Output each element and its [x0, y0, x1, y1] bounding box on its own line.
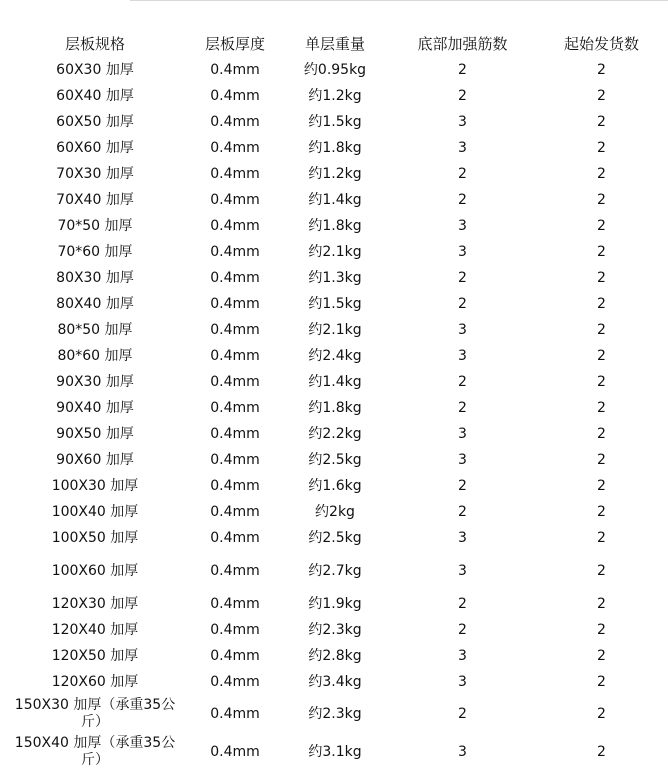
cell-spec	[0, 669, 190, 695]
cell-min-order-text: 2	[597, 621, 606, 638]
cell-weight-text: 约1.9kg	[308, 595, 362, 612]
header-spec: 层板规格	[64, 34, 125, 53]
cell-spec-text: 150X30 加厚（承重35公斤）	[14, 697, 176, 730]
cell-ribs-text: 3	[458, 647, 467, 664]
cell-spec-text: 100X40 加厚	[51, 503, 139, 520]
cell-thickness-text: 0.4mm	[210, 621, 260, 638]
cell-min-order-text: 2	[597, 425, 606, 442]
cell-spec-text: 150X40 加厚（承重35公斤）	[14, 735, 176, 768]
table-row	[0, 447, 668, 473]
cell-ribs	[390, 187, 535, 213]
cell-weight-text: 约2.4kg	[308, 347, 362, 364]
cell-weight-text: 约0.95kg	[303, 61, 367, 78]
cell-ribs	[390, 213, 535, 239]
cell-spec-text: 120X60 加厚	[51, 673, 139, 690]
table-row	[0, 421, 668, 447]
cell-spec	[0, 695, 190, 733]
cell-spec-text: 90X50 加厚	[56, 425, 134, 442]
cell-min-order-text: 2	[597, 562, 606, 579]
cell-min-order-text: 2	[597, 87, 606, 104]
cell-thickness	[190, 265, 280, 291]
table-row	[0, 83, 668, 109]
cell-spec-text: 70*60 加厚	[57, 243, 133, 260]
table-row	[0, 343, 668, 369]
cell-weight-text: 约1.4kg	[308, 373, 362, 390]
cell-thickness-text: 0.4mm	[210, 113, 260, 130]
table-row	[0, 265, 668, 291]
cell-thickness	[190, 57, 280, 83]
cell-min-order-text: 2	[597, 347, 606, 364]
cell-ribs-text: 3	[458, 743, 467, 760]
cell-thickness	[190, 695, 280, 733]
cell-weight-text: 约2.5kg	[308, 529, 362, 546]
cell-weight	[280, 617, 390, 643]
cell-min-order	[535, 239, 668, 265]
cell-thickness-text: 0.4mm	[210, 165, 260, 182]
cell-min-order-text: 2	[597, 191, 606, 208]
table-row	[0, 161, 668, 187]
cell-spec	[0, 213, 190, 239]
cell-spec	[0, 343, 190, 369]
cell-weight-text: 约2.5kg	[308, 451, 362, 468]
table-row	[0, 369, 668, 395]
cell-spec	[0, 473, 190, 499]
cell-weight-text: 约2.7kg	[308, 562, 362, 579]
cell-thickness-text: 0.4mm	[210, 373, 260, 390]
cell-ribs-text: 3	[458, 673, 467, 690]
cell-thickness-text: 0.4mm	[210, 673, 260, 690]
cell-spec-text: 80*50 加厚	[57, 321, 133, 338]
cell-spec	[0, 499, 190, 525]
cell-thickness	[190, 135, 280, 161]
cell-spec-text: 60X40 加厚	[56, 87, 134, 104]
cell-weight-text: 约1.2kg	[308, 165, 362, 182]
cell-thickness-text: 0.4mm	[210, 321, 260, 338]
cell-thickness	[190, 733, 280, 771]
cell-weight	[280, 733, 390, 771]
cell-spec	[0, 109, 190, 135]
cell-ribs-text: 3	[458, 321, 467, 338]
cell-weight-text: 约1.8kg	[308, 217, 362, 234]
cell-thickness-text: 0.4mm	[210, 295, 260, 312]
header-min-order: 起始发货数	[563, 34, 639, 53]
cell-ribs-text: 2	[458, 595, 467, 612]
table-row	[0, 213, 668, 239]
cell-spec-text: 70X40 加厚	[56, 191, 134, 208]
cell-weight	[280, 473, 390, 499]
cell-spec-text: 120X30 加厚	[51, 595, 139, 612]
cell-weight	[280, 161, 390, 187]
cell-weight	[280, 83, 390, 109]
table-row	[0, 239, 668, 265]
table-row	[0, 643, 668, 669]
cell-min-order	[535, 643, 668, 669]
cell-ribs	[390, 591, 535, 617]
cell-ribs-text: 2	[458, 503, 467, 520]
cell-thickness	[190, 187, 280, 213]
cell-spec	[0, 395, 190, 421]
cell-ribs	[390, 421, 535, 447]
cell-ribs-text: 3	[458, 113, 467, 130]
cell-ribs-text: 2	[458, 477, 467, 494]
cell-min-order	[535, 591, 668, 617]
cell-min-order-text: 2	[597, 595, 606, 612]
cell-thickness	[190, 591, 280, 617]
spec-table	[0, 29, 668, 771]
cell-weight-text: 约1.5kg	[308, 295, 362, 312]
cell-ribs-text: 3	[458, 243, 467, 260]
cell-thickness-text: 0.4mm	[210, 529, 260, 546]
cell-spec-text: 70*50 加厚	[57, 217, 133, 234]
header-weight: 单层重量	[304, 34, 365, 53]
cell-thickness-text: 0.4mm	[210, 191, 260, 208]
cell-ribs-text: 2	[458, 373, 467, 390]
cell-spec-text: 120X40 加厚	[51, 621, 139, 638]
cell-weight	[280, 187, 390, 213]
cell-min-order-text: 2	[597, 139, 606, 156]
cell-weight	[280, 395, 390, 421]
cell-thickness-text: 0.4mm	[210, 243, 260, 260]
cell-weight-text: 约3.4kg	[308, 673, 362, 690]
cell-ribs-text: 2	[458, 295, 467, 312]
cell-weight-text: 约2.8kg	[308, 647, 362, 664]
cell-spec-text: 120X50 加厚	[51, 647, 139, 664]
cell-thickness	[190, 617, 280, 643]
cell-min-order	[535, 551, 668, 591]
top-divider	[130, 0, 668, 1]
header-ribs: 底部加强筋数	[417, 34, 508, 53]
table-row	[0, 669, 668, 695]
cell-thickness-text: 0.4mm	[210, 269, 260, 286]
cell-weight-text: 约1.5kg	[308, 113, 362, 130]
cell-thickness	[190, 473, 280, 499]
cell-min-order	[535, 135, 668, 161]
cell-ribs	[390, 291, 535, 317]
cell-ribs-text: 3	[458, 139, 467, 156]
cell-thickness	[190, 447, 280, 473]
cell-thickness	[190, 343, 280, 369]
cell-spec-text: 80X40 加厚	[56, 295, 134, 312]
cell-weight-text: 约1.4kg	[308, 191, 362, 208]
cell-min-order-text: 2	[597, 673, 606, 690]
cell-min-order-text: 2	[597, 477, 606, 494]
cell-spec-text: 100X30 加厚	[51, 477, 139, 494]
table-header-row	[0, 29, 668, 57]
cell-spec	[0, 57, 190, 83]
cell-ribs-text: 3	[458, 562, 467, 579]
cell-thickness-text: 0.4mm	[210, 347, 260, 364]
cell-weight	[280, 421, 390, 447]
cell-ribs	[390, 83, 535, 109]
cell-spec	[0, 551, 190, 591]
cell-ribs-text: 2	[458, 621, 467, 638]
cell-min-order-text: 2	[597, 529, 606, 546]
cell-weight-text: 约1.8kg	[308, 399, 362, 416]
cell-spec	[0, 643, 190, 669]
table-row	[0, 591, 668, 617]
cell-weight-text: 约1.8kg	[308, 139, 362, 156]
cell-thickness-text: 0.4mm	[210, 705, 260, 722]
cell-weight	[280, 591, 390, 617]
cell-ribs	[390, 695, 535, 733]
cell-ribs-text: 2	[458, 191, 467, 208]
cell-ribs	[390, 733, 535, 771]
cell-min-order	[535, 57, 668, 83]
cell-ribs	[390, 473, 535, 499]
cell-min-order-text: 2	[597, 743, 606, 760]
table-row	[0, 187, 668, 213]
cell-thickness	[190, 369, 280, 395]
cell-ribs-text: 3	[458, 217, 467, 234]
cell-weight	[280, 213, 390, 239]
cell-min-order	[535, 617, 668, 643]
cell-ribs-text: 2	[458, 61, 467, 78]
cell-min-order	[535, 161, 668, 187]
cell-min-order	[535, 265, 668, 291]
table-row	[0, 551, 668, 591]
cell-weight	[280, 669, 390, 695]
cell-ribs	[390, 669, 535, 695]
cell-ribs-text: 2	[458, 399, 467, 416]
cell-ribs	[390, 57, 535, 83]
cell-ribs	[390, 395, 535, 421]
cell-weight	[280, 135, 390, 161]
cell-min-order	[535, 213, 668, 239]
table-row	[0, 291, 668, 317]
cell-min-order	[535, 369, 668, 395]
cell-ribs	[390, 551, 535, 591]
cell-weight	[280, 525, 390, 551]
cell-min-order-text: 2	[597, 269, 606, 286]
table-row	[0, 499, 668, 525]
cell-min-order-text: 2	[597, 399, 606, 416]
cell-weight	[280, 57, 390, 83]
cell-min-order-text: 2	[597, 165, 606, 182]
cell-weight-text: 约2.3kg	[308, 621, 362, 638]
cell-min-order	[535, 499, 668, 525]
cell-thickness-text: 0.4mm	[210, 87, 260, 104]
cell-ribs	[390, 617, 535, 643]
cell-min-order-text: 2	[597, 503, 606, 520]
table-row	[0, 317, 668, 343]
cell-thickness	[190, 83, 280, 109]
cell-thickness-text: 0.4mm	[210, 477, 260, 494]
cell-min-order	[535, 447, 668, 473]
cell-ribs-text: 3	[458, 451, 467, 468]
cell-spec	[0, 591, 190, 617]
table-row	[0, 525, 668, 551]
cell-min-order-text: 2	[597, 705, 606, 722]
cell-min-order-text: 2	[597, 113, 606, 130]
cell-spec-text: 60X60 加厚	[56, 139, 134, 156]
cell-thickness-text: 0.4mm	[210, 217, 260, 234]
cell-thickness-text: 0.4mm	[210, 503, 260, 520]
cell-ribs-text: 2	[458, 269, 467, 286]
cell-spec	[0, 617, 190, 643]
cell-thickness	[190, 161, 280, 187]
cell-weight	[280, 499, 390, 525]
cell-min-order	[535, 83, 668, 109]
cell-thickness	[190, 551, 280, 591]
cell-min-order	[535, 395, 668, 421]
cell-ribs	[390, 161, 535, 187]
cell-weight	[280, 317, 390, 343]
cell-thickness-text: 0.4mm	[210, 451, 260, 468]
cell-spec-text: 100X50 加厚	[51, 529, 139, 546]
cell-weight-text: 约3.1kg	[308, 743, 362, 760]
cell-weight	[280, 643, 390, 669]
cell-thickness-text: 0.4mm	[210, 425, 260, 442]
cell-thickness	[190, 317, 280, 343]
cell-thickness-text: 0.4mm	[210, 562, 260, 579]
cell-weight	[280, 265, 390, 291]
cell-weight-text: 约2.1kg	[308, 321, 362, 338]
cell-weight-text: 约1.6kg	[308, 477, 362, 494]
cell-ribs	[390, 109, 535, 135]
cell-min-order-text: 2	[597, 373, 606, 390]
cell-min-order	[535, 109, 668, 135]
table-row	[0, 733, 668, 771]
cell-weight	[280, 551, 390, 591]
cell-spec-text: 90X30 加厚	[56, 373, 134, 390]
table-row	[0, 617, 668, 643]
cell-min-order-text: 2	[597, 647, 606, 664]
cell-min-order-text: 2	[597, 243, 606, 260]
cell-thickness	[190, 213, 280, 239]
cell-weight-text: 约1.3kg	[308, 269, 362, 286]
table-row	[0, 135, 668, 161]
cell-ribs	[390, 643, 535, 669]
cell-ribs	[390, 499, 535, 525]
table-row	[0, 473, 668, 499]
cell-ribs-text: 2	[458, 165, 467, 182]
cell-min-order-text: 2	[597, 321, 606, 338]
cell-min-order	[535, 187, 668, 213]
cell-spec-text: 100X60 加厚	[51, 562, 139, 579]
cell-thickness-text: 0.4mm	[210, 743, 260, 760]
cell-ribs	[390, 265, 535, 291]
cell-min-order	[535, 669, 668, 695]
cell-spec	[0, 733, 190, 771]
cell-min-order-text: 2	[597, 217, 606, 234]
cell-min-order	[535, 695, 668, 733]
cell-spec	[0, 369, 190, 395]
cell-thickness	[190, 395, 280, 421]
cell-spec	[0, 135, 190, 161]
cell-ribs	[390, 369, 535, 395]
cell-spec	[0, 291, 190, 317]
cell-spec-text: 90X60 加厚	[56, 451, 134, 468]
cell-min-order	[535, 733, 668, 771]
cell-thickness	[190, 669, 280, 695]
table-row	[0, 109, 668, 135]
cell-spec	[0, 447, 190, 473]
cell-weight	[280, 291, 390, 317]
cell-spec-text: 80*60 加厚	[57, 347, 133, 364]
cell-min-order	[535, 473, 668, 499]
cell-min-order	[535, 317, 668, 343]
cell-thickness-text: 0.4mm	[210, 399, 260, 416]
cell-weight-text: 约2kg	[315, 503, 355, 520]
cell-thickness	[190, 499, 280, 525]
table-row	[0, 695, 668, 733]
cell-spec	[0, 83, 190, 109]
cell-spec-text: 60X30 加厚	[56, 61, 134, 78]
cell-spec-text: 70X30 加厚	[56, 165, 134, 182]
cell-thickness	[190, 239, 280, 265]
cell-min-order	[535, 343, 668, 369]
cell-ribs	[390, 135, 535, 161]
cell-thickness	[190, 291, 280, 317]
cell-spec-text: 90X40 加厚	[56, 399, 134, 416]
cell-weight	[280, 109, 390, 135]
cell-thickness-text: 0.4mm	[210, 61, 260, 78]
cell-spec-text: 60X50 加厚	[56, 113, 134, 130]
cell-ribs-text: 3	[458, 529, 467, 546]
cell-ribs-text: 2	[458, 87, 467, 104]
cell-weight	[280, 695, 390, 733]
cell-thickness	[190, 109, 280, 135]
cell-spec-text: 80X30 加厚	[56, 269, 134, 286]
cell-weight	[280, 239, 390, 265]
cell-min-order-text: 2	[597, 61, 606, 78]
cell-spec	[0, 239, 190, 265]
cell-ribs	[390, 447, 535, 473]
cell-spec	[0, 525, 190, 551]
cell-thickness	[190, 643, 280, 669]
cell-thickness-text: 0.4mm	[210, 139, 260, 156]
cell-thickness	[190, 421, 280, 447]
cell-weight	[280, 447, 390, 473]
cell-min-order	[535, 421, 668, 447]
cell-thickness-text: 0.4mm	[210, 595, 260, 612]
cell-thickness-text: 0.4mm	[210, 647, 260, 664]
cell-spec	[0, 317, 190, 343]
cell-min-order-text: 2	[597, 451, 606, 468]
table-row	[0, 57, 668, 83]
cell-weight-text: 约2.2kg	[308, 425, 362, 442]
cell-ribs-text: 2	[458, 705, 467, 722]
cell-min-order-text: 2	[597, 295, 606, 312]
cell-thickness	[190, 525, 280, 551]
cell-ribs-text: 3	[458, 425, 467, 442]
cell-ribs	[390, 525, 535, 551]
cell-ribs	[390, 343, 535, 369]
cell-spec	[0, 161, 190, 187]
cell-spec	[0, 187, 190, 213]
cell-min-order	[535, 291, 668, 317]
cell-ribs	[390, 239, 535, 265]
table-row	[0, 395, 668, 421]
cell-weight-text: 约1.2kg	[308, 87, 362, 104]
cell-min-order	[535, 525, 668, 551]
cell-spec	[0, 421, 190, 447]
cell-ribs	[390, 317, 535, 343]
cell-spec	[0, 265, 190, 291]
cell-weight	[280, 369, 390, 395]
cell-weight-text: 约2.1kg	[308, 243, 362, 260]
header-thickness: 层板厚度	[204, 34, 265, 53]
cell-weight	[280, 343, 390, 369]
cell-weight-text: 约2.3kg	[308, 705, 362, 722]
cell-ribs-text: 3	[458, 347, 467, 364]
